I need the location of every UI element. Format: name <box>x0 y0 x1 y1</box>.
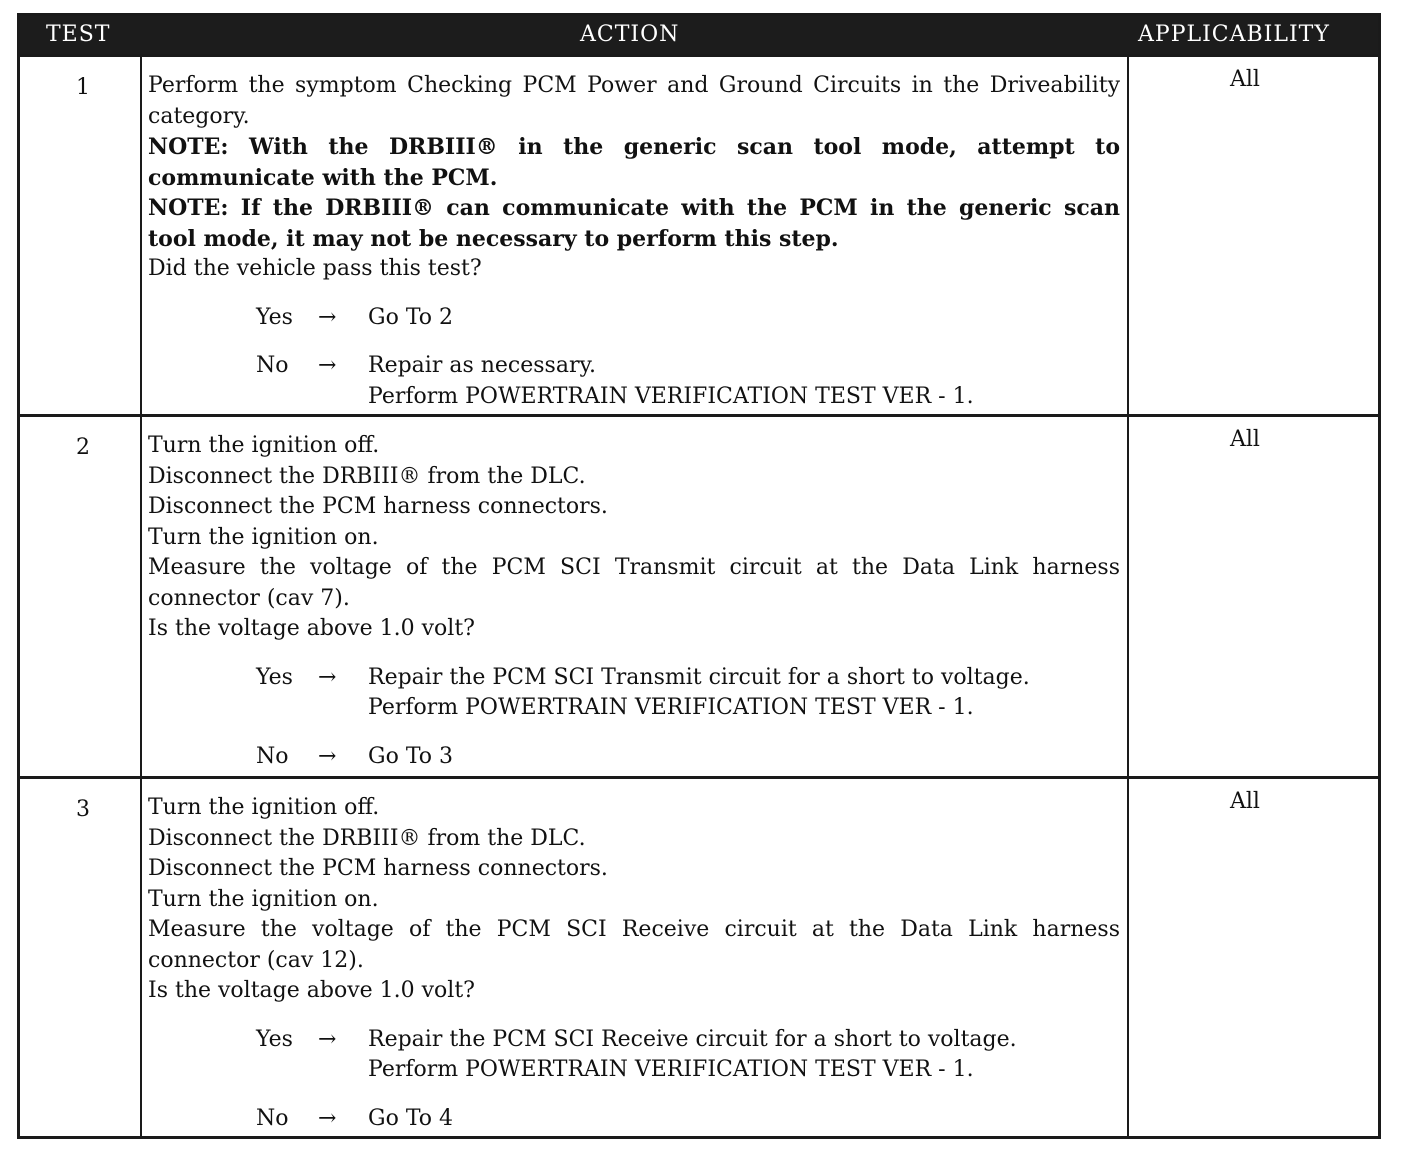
arrow-icon: → <box>318 664 337 690</box>
action-line: Measure the voltage of the PCM SCI Receive circuit at the Data Link harness connector (cav 12). <box>148 917 1120 973</box>
no-result: Go To 4 <box>368 1105 454 1131</box>
no-result: Go To 3 <box>368 743 454 769</box>
table-header <box>20 16 1378 57</box>
test-number: 2 <box>76 435 90 460</box>
yes-label: Yes <box>256 664 293 690</box>
action-line: Disconnect the DRBIII® from the DLC. <box>148 463 586 489</box>
action-note: NOTE: With the DRBIII® in the generic scan tool mode, attempt to communicate with the PCM. <box>148 134 1120 191</box>
no-label: No <box>256 353 289 378</box>
arrow-icon: → <box>318 304 337 330</box>
yes-result: Repair the PCM SCI Receive circuit for a short to voltage. <box>368 1026 1017 1052</box>
action-note: NOTE: If the DRBIII® can communicate with the PCM in the generic scan tool mode, it may not be necessary to perform this step. <box>148 195 1120 252</box>
action-line: Measure the voltage of the PCM SCI Transmit circuit at the Data Link harness connector (cav 7). <box>148 555 1120 611</box>
applicability-cell: All <box>1230 789 1260 814</box>
action-cell <box>148 431 1120 772</box>
header-applicability: APPLICABILITY <box>1138 22 1330 47</box>
table-row <box>20 417 1378 776</box>
header-action: ACTION <box>580 22 680 47</box>
action-question: Is the voltage above 1.0 volt? <box>148 616 475 641</box>
action-line: Turn the ignition on. <box>148 524 379 550</box>
arrow-icon: → <box>318 743 337 769</box>
yes-result: Go To 2 <box>368 304 454 330</box>
applicability-cell: All <box>1230 427 1260 452</box>
arrow-icon: → <box>318 1105 337 1131</box>
no-label: No <box>256 1105 289 1131</box>
diagnostic-test-table <box>17 13 1381 1139</box>
action-line: Disconnect the PCM harness connectors. <box>148 856 608 881</box>
no-label: No <box>256 743 289 769</box>
yes-label: Yes <box>256 304 293 330</box>
no-choice <box>148 351 1120 412</box>
yes-result: Repair the PCM SCI Transmit circuit for a short to voltage. <box>368 664 1030 690</box>
yes-choice <box>148 1025 1120 1086</box>
action-line: Perform the symptom Checking PCM Power and Ground Circuits in the Driveability category. <box>148 73 1120 129</box>
action-cell <box>148 793 1120 1134</box>
test-number: 3 <box>76 797 90 822</box>
action-line: Turn the ignition off. <box>148 795 380 820</box>
yes-choice <box>148 303 1120 334</box>
header-test: TEST <box>46 22 111 47</box>
test-number: 1 <box>76 75 90 100</box>
applicability-cell: All <box>1230 67 1260 92</box>
arrow-icon: → <box>318 353 337 378</box>
yes-result: Perform POWERTRAIN VERIFICATION TEST VER - 1. <box>368 1057 974 1082</box>
yes-choice <box>148 663 1120 724</box>
no-result: Repair as necessary. <box>368 353 596 378</box>
action-line: Disconnect the PCM harness connectors. <box>148 494 608 519</box>
arrow-icon: → <box>318 1026 337 1052</box>
action-cell <box>148 71 1120 412</box>
action-line: Turn the ignition on. <box>148 886 379 912</box>
action-question: Is the voltage above 1.0 volt? <box>148 978 475 1003</box>
no-result: Perform POWERTRAIN VERIFICATION TEST VER - 1. <box>368 383 974 409</box>
table-row <box>20 779 1378 1136</box>
no-choice <box>148 1104 1120 1135</box>
table-row <box>20 57 1378 414</box>
action-line: Turn the ignition off. <box>148 433 380 458</box>
no-choice <box>148 742 1120 773</box>
action-question: Did the vehicle pass this test? <box>148 256 482 281</box>
action-line: Disconnect the DRBIII® from the DLC. <box>148 825 586 851</box>
yes-label: Yes <box>256 1026 293 1052</box>
yes-result: Perform POWERTRAIN VERIFICATION TEST VER - 1. <box>368 695 974 720</box>
